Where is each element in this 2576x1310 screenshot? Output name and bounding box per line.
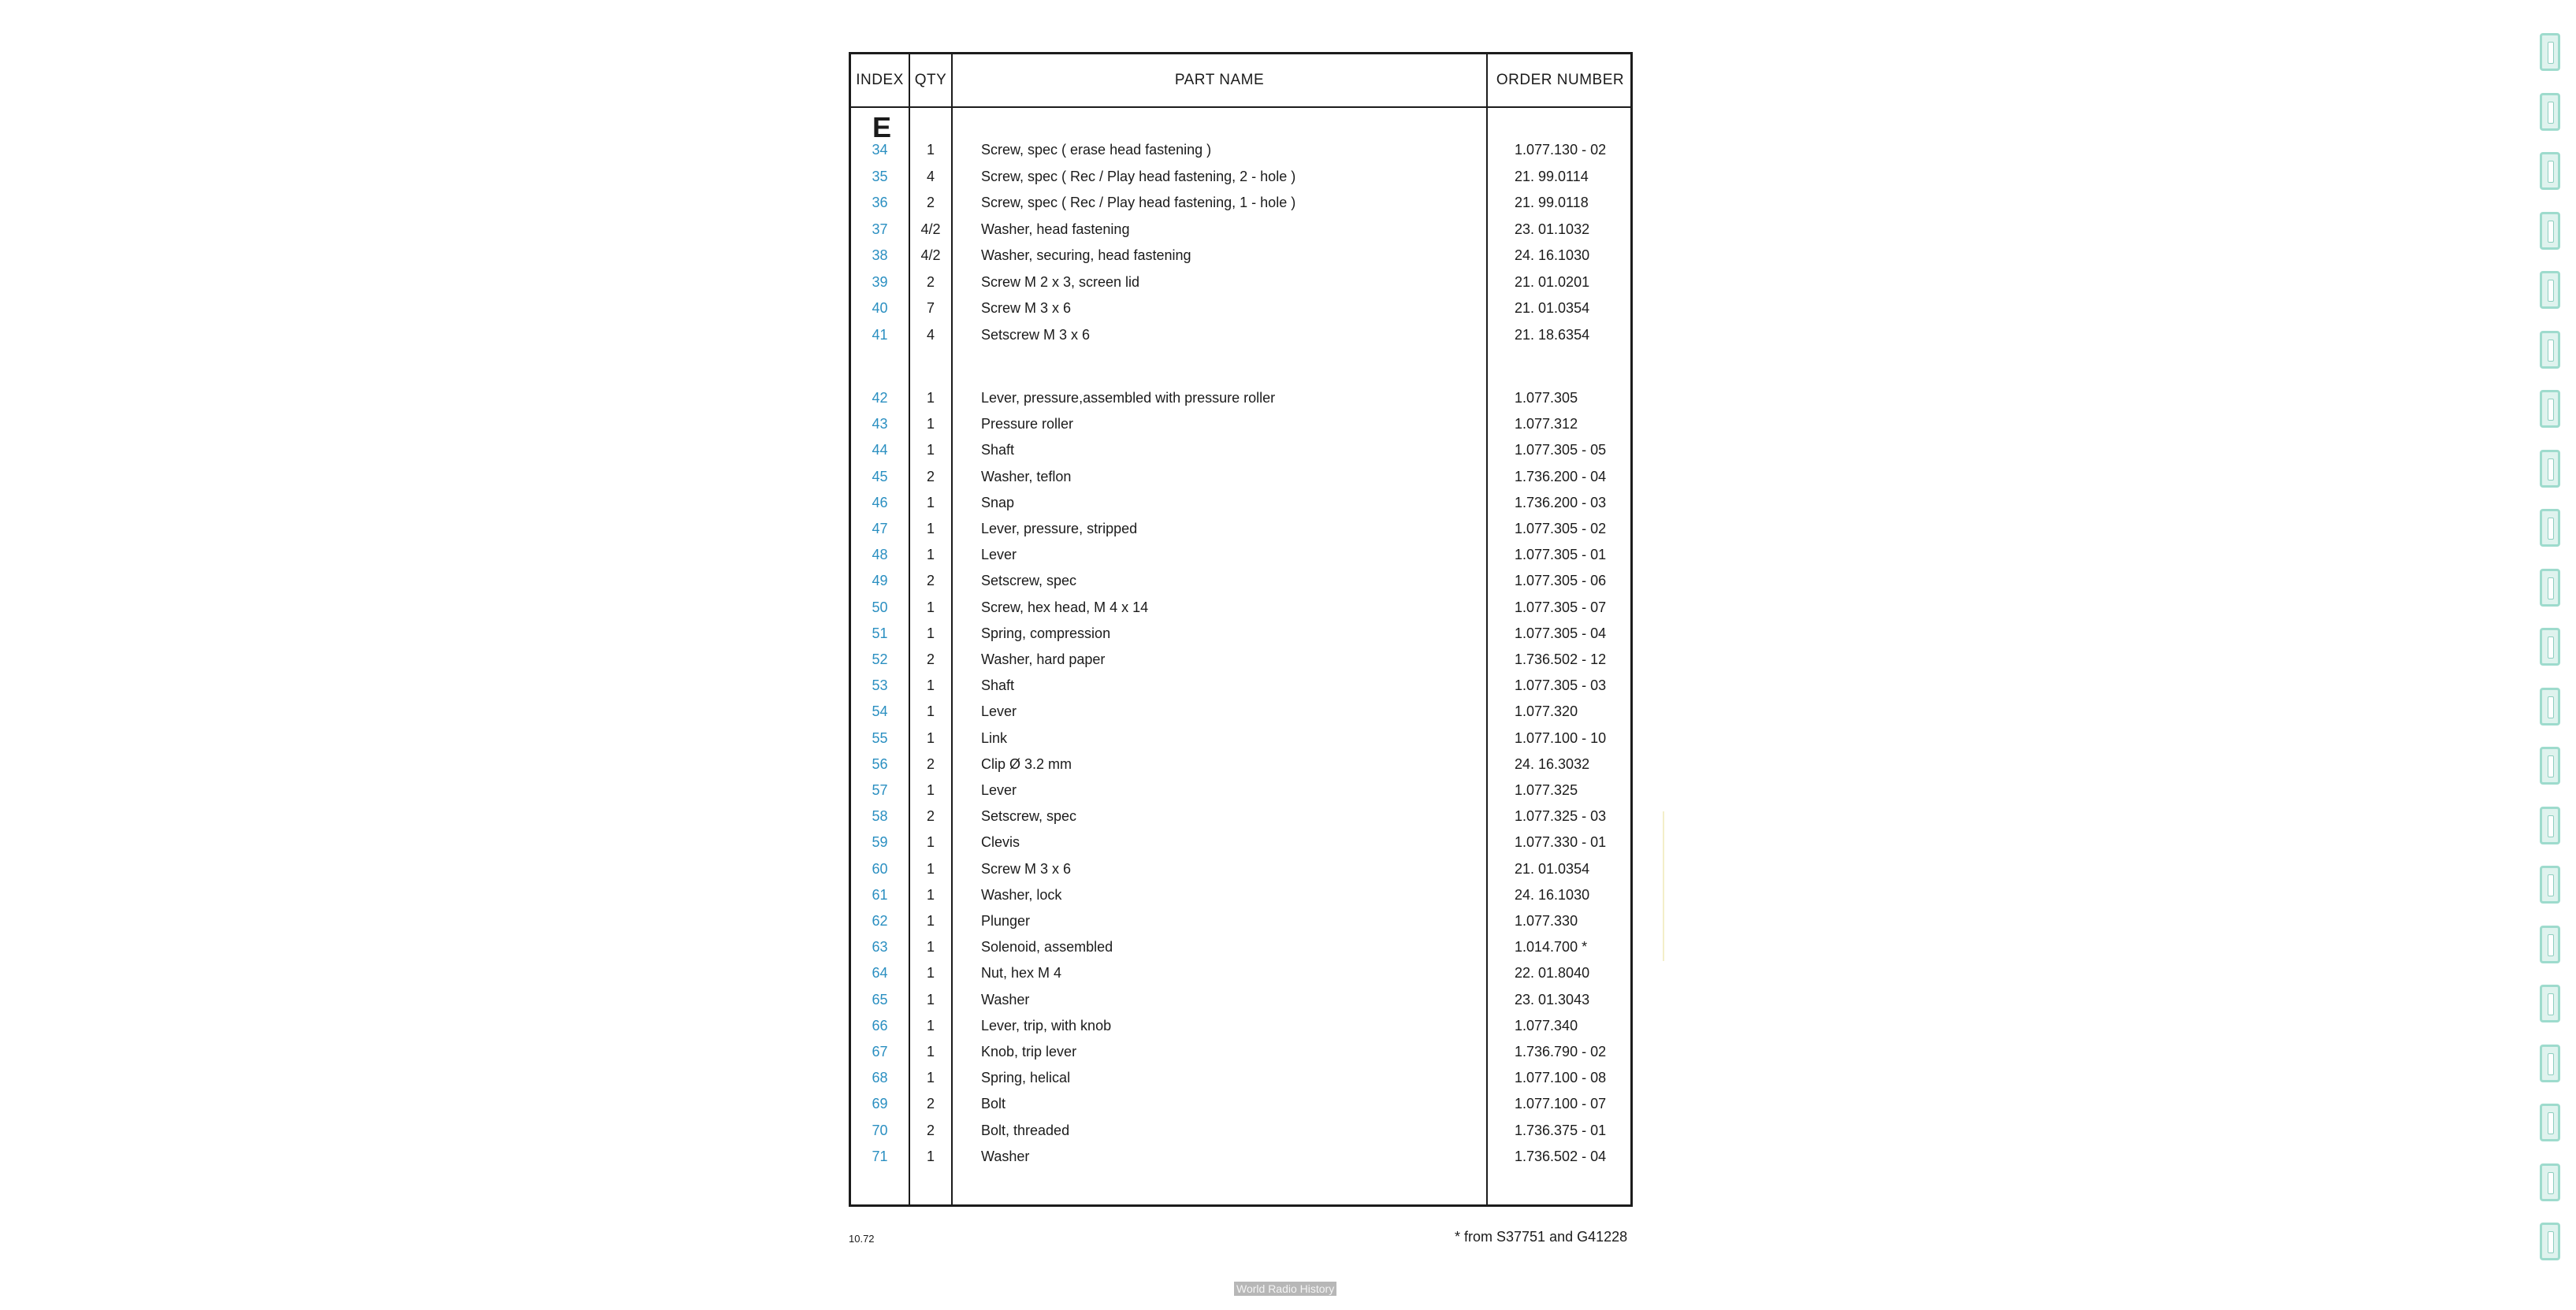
cell-qty: 2	[926, 755, 935, 772]
cell-index: 61	[872, 886, 888, 903]
cell-name: Washer, lock	[981, 886, 1062, 903]
cell-name: Knob, trip lever	[981, 1044, 1077, 1060]
table-row	[851, 1149, 1630, 1172]
binder-tab-icon	[2540, 212, 2560, 250]
cell-qty: 1	[926, 390, 935, 406]
cell-index: 41	[872, 326, 888, 343]
header-qty: QTY	[914, 72, 947, 88]
cell-index: 42	[872, 390, 888, 406]
cell-name: Screw, spec ( Rec / Play head fastening, 1 - hole )	[981, 195, 1296, 210]
cell-qty: 1	[926, 1070, 935, 1086]
cell-index: 66	[872, 1017, 888, 1034]
cell-qty: 1	[926, 442, 935, 458]
table-row	[851, 1018, 1630, 1041]
cell-index: 34	[872, 142, 888, 158]
cell-name: Shaft	[981, 442, 1015, 458]
cell-order: 1.077.330	[1515, 913, 1578, 929]
cell-index: 49	[872, 573, 888, 589]
cell-name: Screw M 3 x 6	[981, 300, 1072, 316]
table-row	[851, 469, 1630, 492]
cell-name: Nut, hex M 4	[981, 965, 1062, 982]
cell-name: Plunger	[981, 913, 1031, 929]
cell-name: Screw M 3 x 6	[981, 860, 1072, 877]
cell-qty: 1	[926, 416, 935, 432]
cell-name: Washer	[981, 991, 1030, 1008]
cell-order: 1.736.502 - 12	[1515, 651, 1607, 667]
cell-index: 44	[872, 442, 888, 458]
cell-qty: 1	[926, 860, 935, 877]
cell-index: 35	[872, 168, 888, 184]
cell-qty: 1	[926, 729, 935, 746]
cell-index: 60	[872, 860, 888, 877]
cell-order: 1.077.100 - 10	[1515, 729, 1607, 746]
binder-tab-icon	[2540, 271, 2560, 309]
cell-order: 1.736.790 - 02	[1515, 1044, 1607, 1060]
cell-name: Washer, hard paper	[981, 651, 1106, 667]
cell-index: 37	[872, 221, 888, 237]
cell-qty: 2	[926, 273, 935, 290]
cell-order: 24. 16.1030	[1515, 886, 1590, 903]
cell-name: Screw, hex head, M 4 x 14	[981, 599, 1149, 615]
cell-index: 39	[872, 273, 888, 290]
cell-order: 1.736.375 - 01	[1515, 1122, 1607, 1138]
table-row	[851, 834, 1630, 858]
table-row	[851, 547, 1630, 570]
cell-order: 1.077.305 - 06	[1515, 573, 1607, 589]
cell-name: Lever, trip, with knob	[981, 1017, 1112, 1034]
cell-index: 64	[872, 965, 888, 982]
binder-tab-icon	[2540, 1045, 2560, 1082]
cell-order: 1.077.305 - 05	[1515, 442, 1607, 458]
scan-artifact	[1663, 811, 1664, 961]
cell-order: 1.077.100 - 07	[1515, 1096, 1607, 1112]
table-row	[851, 913, 1630, 937]
table-row	[851, 495, 1630, 518]
cell-order: 1.736.502 - 04	[1515, 1148, 1607, 1164]
cell-qty: 1	[926, 1044, 935, 1060]
cell-name: Solenoid, assembled	[981, 939, 1113, 956]
header-index: INDEX	[856, 72, 904, 88]
table-row	[851, 416, 1630, 440]
watermark: World Radio History	[1234, 1282, 1336, 1296]
binder-tab-icon	[2540, 152, 2560, 190]
cell-qty: 1	[926, 886, 935, 903]
cell-index: 63	[872, 939, 888, 956]
cell-name: Setscrew, spec	[981, 573, 1077, 589]
cell-qty: 2	[926, 468, 935, 484]
table-row	[851, 1044, 1630, 1067]
table-row	[851, 1123, 1630, 1146]
table-row	[851, 651, 1630, 675]
cell-qty: 1	[926, 521, 935, 536]
binder-tab-icon	[2540, 569, 2560, 607]
binder-tab-icon	[2540, 1163, 2560, 1201]
table-row	[851, 195, 1630, 218]
cell-name: Lever	[981, 547, 1017, 563]
cell-qty: 7	[926, 300, 935, 316]
table-row	[851, 300, 1630, 324]
cell-name: Setscrew M 3 x 6	[981, 326, 1091, 343]
header-order-number: ORDER NUMBER	[1496, 72, 1625, 88]
cell-order: 1.077.340	[1515, 1017, 1578, 1034]
cell-order: 1.077.320	[1515, 703, 1578, 720]
cell-qty: 1	[926, 547, 935, 563]
cell-index: 38	[872, 247, 888, 263]
cell-qty: 4/2	[920, 221, 941, 237]
cell-qty: 2	[926, 1096, 935, 1112]
cell-index: 48	[872, 547, 888, 563]
cell-qty: 1	[926, 834, 935, 851]
table-row	[851, 573, 1630, 596]
cell-qty: 1	[926, 991, 935, 1008]
cell-index: 70	[872, 1122, 888, 1138]
binder-tab-icon	[2540, 688, 2560, 726]
cell-name: Washer	[981, 1148, 1030, 1164]
cell-order: 1.077.305 - 02	[1515, 521, 1607, 536]
cell-index: 51	[872, 625, 888, 641]
binder-tab-icon	[2540, 450, 2560, 488]
cell-order: 23. 01.1032	[1515, 221, 1590, 237]
cell-index: 55	[872, 729, 888, 746]
table-row	[851, 730, 1630, 754]
cell-qty: 1	[926, 677, 935, 694]
table-row	[851, 756, 1630, 780]
table-row	[851, 861, 1630, 885]
binder-tab-icon	[2540, 747, 2560, 785]
table-row	[851, 390, 1630, 414]
cell-index: 54	[872, 703, 888, 720]
cell-order: 1.736.200 - 03	[1515, 494, 1607, 510]
cell-order: 1.077.305 - 07	[1515, 599, 1607, 615]
header-divider	[851, 106, 1630, 108]
table-row	[851, 887, 1630, 911]
binder-tab-icon	[2540, 93, 2560, 131]
cell-qty: 2	[926, 1122, 935, 1138]
cell-order: 1.077.305 - 03	[1515, 677, 1607, 694]
cell-index: 56	[872, 755, 888, 772]
cell-order: 21. 99.0114	[1515, 168, 1589, 184]
cell-name: Screw M 2 x 3, screen lid	[981, 273, 1140, 290]
table-row	[851, 274, 1630, 298]
cell-qty: 2	[926, 651, 935, 667]
cell-qty: 1	[926, 1148, 935, 1164]
cell-order: 1.077.330 - 01	[1515, 834, 1607, 851]
binder-tab-icon	[2540, 985, 2560, 1022]
cell-order: 22. 01.8040	[1515, 965, 1590, 982]
cell-qty: 1	[926, 142, 935, 158]
cell-index: 68	[872, 1070, 888, 1086]
cell-index: 57	[872, 782, 888, 798]
cell-qty: 2	[926, 808, 935, 825]
cell-index: 36	[872, 195, 888, 210]
cell-order: 1.077.100 - 08	[1515, 1070, 1607, 1086]
section-letter: E	[872, 111, 892, 143]
binder-tab-icon	[2540, 1104, 2560, 1141]
table-row	[851, 677, 1630, 701]
cell-order: 1.736.200 - 04	[1515, 468, 1607, 484]
cell-name: Screw, spec ( Rec / Play head fastening, 2 - hole )	[981, 168, 1296, 184]
cell-name: Pressure roller	[981, 416, 1074, 432]
cell-qty: 1	[926, 965, 935, 982]
binder-tab-icon	[2540, 33, 2560, 71]
cell-index: 47	[872, 521, 888, 536]
cell-index: 52	[872, 651, 888, 667]
cell-qty: 1	[926, 939, 935, 956]
cell-order: 1.077.325 - 03	[1515, 808, 1607, 825]
table-row	[851, 782, 1630, 806]
cell-qty: 1	[926, 494, 935, 510]
cell-order: 24. 16.1030	[1515, 247, 1590, 263]
table-row	[851, 703, 1630, 727]
cell-order: 21. 01.0354	[1515, 860, 1590, 877]
cell-index: 59	[872, 834, 888, 851]
cell-index: 45	[872, 468, 888, 484]
cell-qty: 1	[926, 703, 935, 720]
table-row	[851, 221, 1630, 245]
cell-qty: 1	[926, 625, 935, 641]
cell-order: 1.077.305 - 01	[1515, 547, 1607, 563]
print-date: 10.72	[849, 1233, 875, 1245]
table-row	[851, 965, 1630, 989]
binder-tab-icon	[2540, 390, 2560, 428]
cell-order: 1.077.325	[1515, 782, 1578, 798]
header-part-name: PART NAME	[1174, 72, 1265, 88]
table-row	[851, 247, 1630, 271]
cell-name: Spring, helical	[981, 1070, 1071, 1086]
cell-qty: 1	[926, 913, 935, 929]
binder-tab-icon	[2540, 509, 2560, 547]
cell-qty: 1	[926, 782, 935, 798]
table-row	[851, 1070, 1630, 1093]
cell-name: Lever	[981, 782, 1017, 798]
cell-order: 1.014.700 *	[1515, 939, 1588, 956]
cell-index: 67	[872, 1044, 888, 1060]
cell-index: 69	[872, 1096, 888, 1112]
cell-index: 40	[872, 300, 888, 316]
binder-tab-icon	[2540, 331, 2560, 369]
cell-qty: 4/2	[920, 247, 941, 263]
cell-qty: 4	[926, 168, 935, 184]
cell-name: Lever, pressure,assembled with pressure roller	[981, 390, 1276, 406]
cell-name: Bolt	[981, 1096, 1006, 1112]
binder-tab-icon	[2540, 866, 2560, 904]
cell-name: Washer, teflon	[981, 468, 1072, 484]
cell-name: Spring, compression	[981, 625, 1111, 641]
binder-tab-icon	[2540, 807, 2560, 844]
cell-index: 58	[872, 808, 888, 825]
cell-order: 21. 01.0354	[1515, 300, 1590, 316]
cell-name: Link	[981, 729, 1008, 746]
cell-order: 24. 16.3032	[1515, 755, 1590, 772]
cell-name: Shaft	[981, 677, 1015, 694]
cell-qty: 4	[926, 326, 935, 343]
cell-index: 46	[872, 494, 888, 510]
binder-tab-icon	[2540, 628, 2560, 666]
cell-name: Washer, securing, head fastening	[981, 247, 1191, 263]
table-row	[851, 808, 1630, 832]
cell-name: Screw, spec ( erase head fastening )	[981, 142, 1212, 158]
cell-order: 21. 99.0118	[1515, 195, 1589, 210]
cell-name: Snap	[981, 494, 1015, 510]
cell-order: 21. 01.0201	[1515, 273, 1590, 290]
cell-order: 1.077.305	[1515, 390, 1578, 406]
table-row	[851, 1096, 1630, 1119]
cell-name: Lever, pressure, stripped	[981, 521, 1138, 536]
cell-order: 1.077.305 - 04	[1515, 625, 1607, 641]
table-row	[851, 442, 1630, 466]
cell-name: Bolt, threaded	[981, 1122, 1070, 1138]
table-row	[851, 939, 1630, 963]
cell-qty: 2	[926, 195, 935, 210]
cell-qty: 1	[926, 1017, 935, 1034]
cell-order: 21. 18.6354	[1515, 326, 1590, 343]
table-row	[851, 599, 1630, 623]
cell-name: Clip Ø 3.2 mm	[981, 755, 1072, 772]
table-row	[851, 142, 1630, 165]
table-row	[851, 992, 1630, 1015]
cell-index: 43	[872, 416, 888, 432]
binder-tab-icon	[2540, 1223, 2560, 1260]
cell-index: 50	[872, 599, 888, 615]
table-row	[851, 625, 1630, 649]
cell-index: 62	[872, 913, 888, 929]
table-row	[851, 169, 1630, 192]
table-row	[851, 327, 1630, 351]
cell-name: Clevis	[981, 834, 1020, 851]
binder-tab-icon	[2540, 926, 2560, 963]
cell-name: Washer, head fastening	[981, 221, 1130, 237]
cell-index: 71	[872, 1148, 888, 1164]
cell-index: 65	[872, 991, 888, 1008]
cell-order: 23. 01.3043	[1515, 991, 1590, 1008]
cell-order: 1.077.312	[1515, 416, 1578, 432]
cell-qty: 1	[926, 599, 935, 615]
table-row	[851, 521, 1630, 544]
cell-qty: 2	[926, 573, 935, 589]
cell-name: Setscrew, spec	[981, 808, 1077, 825]
cell-order: 1.077.130 - 02	[1515, 142, 1607, 158]
footnote: * from S37751 and G41228	[1455, 1229, 1628, 1245]
cell-name: Lever	[981, 703, 1017, 720]
cell-index: 53	[872, 677, 888, 694]
parts-table	[849, 52, 1633, 1207]
